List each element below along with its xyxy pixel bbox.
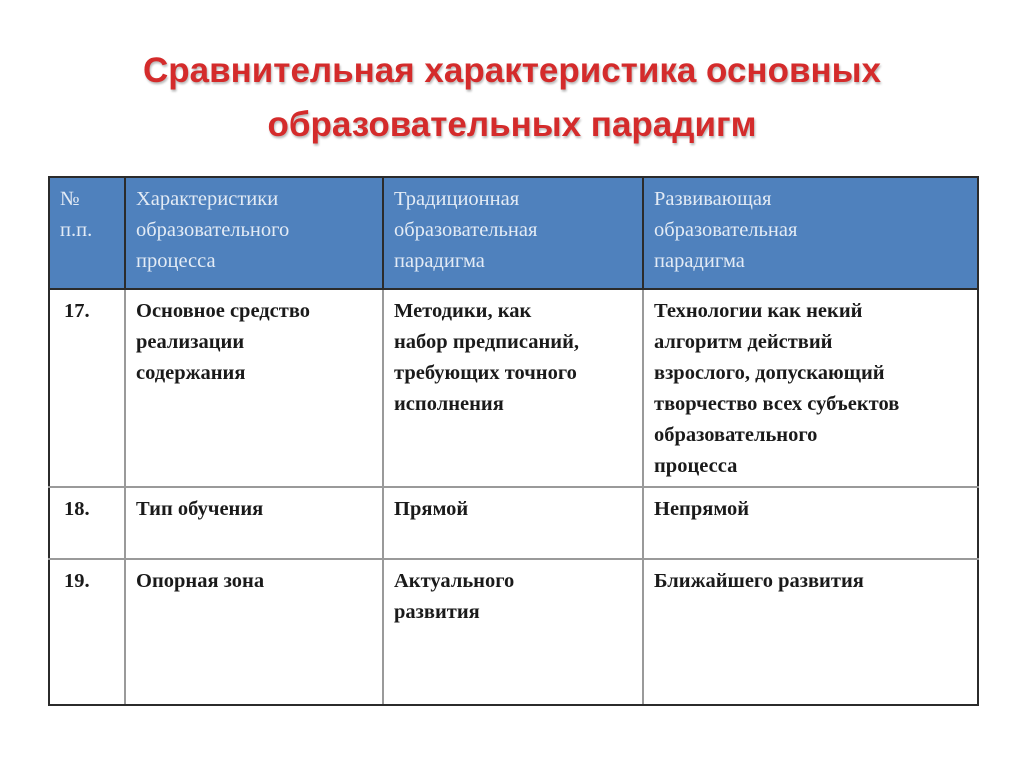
header-traditional-line: Традиционная xyxy=(394,188,520,210)
row-characteristic xyxy=(125,289,383,487)
header-characteristics xyxy=(125,177,383,289)
header-number-line: № xyxy=(60,188,80,210)
slide-title xyxy=(0,44,1024,152)
cell-line: содержания xyxy=(136,362,246,384)
header-developing xyxy=(643,177,978,289)
cell-line: процесса xyxy=(654,455,738,477)
row-developing xyxy=(643,289,978,487)
header-characteristics-line: процесса xyxy=(136,250,216,272)
row-characteristic xyxy=(125,559,383,705)
slide-title-line-1: Сравнительная характеристика основных xyxy=(143,51,881,90)
header-traditional-line: образовательная xyxy=(394,219,538,241)
cell-line: Ближайшего развития xyxy=(654,570,864,592)
row-number: 19. xyxy=(49,559,125,705)
cell-line: набор предписаний, xyxy=(394,331,580,353)
header-developing-line: образовательная xyxy=(654,219,798,241)
header-traditional xyxy=(383,177,643,289)
cell-line: реализации xyxy=(136,331,245,353)
row-number: 17. xyxy=(49,289,125,487)
cell-line: взрослого, допускающий xyxy=(654,362,885,384)
cell-line: Технологии как некий xyxy=(654,300,863,322)
cell-line: Методики, как xyxy=(394,300,532,322)
header-characteristics-line: образовательного xyxy=(136,219,290,241)
row-traditional xyxy=(383,487,643,559)
cell-line: алгоритм действий xyxy=(654,331,833,353)
row-number: 18. xyxy=(49,487,125,559)
cell-line: творчество всех субъектов xyxy=(654,393,900,415)
cell-line: Непрямой xyxy=(654,498,750,520)
header-developing-line: парадигма xyxy=(654,250,745,272)
row-characteristic xyxy=(125,487,383,559)
comparison-table xyxy=(48,176,979,706)
header-traditional-line: парадигма xyxy=(394,250,485,272)
cell-line: Опорная зона xyxy=(136,570,265,592)
row-traditional xyxy=(383,559,643,705)
row-developing xyxy=(643,487,978,559)
table-row xyxy=(49,487,978,559)
cell-line: Актуального xyxy=(394,570,515,592)
cell-line: требующих точного xyxy=(394,362,577,384)
table-row xyxy=(49,289,978,487)
table-row xyxy=(49,559,978,705)
header-developing-line: Развивающая xyxy=(654,188,772,210)
cell-line: Тип обучения xyxy=(136,498,264,520)
row-traditional xyxy=(383,289,643,487)
cell-line: развития xyxy=(394,601,480,623)
cell-line: Основное средство xyxy=(136,300,310,322)
header-number xyxy=(49,177,125,289)
header-characteristics-line: Характеристики xyxy=(136,188,279,210)
header-number-line: п.п. xyxy=(60,219,93,241)
table-header-row xyxy=(49,177,978,289)
cell-line: Прямой xyxy=(394,498,469,520)
slide-title-line-2: образовательных парадигм xyxy=(267,105,757,144)
cell-line: исполнения xyxy=(394,393,504,415)
cell-line: образовательного xyxy=(654,424,818,446)
row-developing xyxy=(643,559,978,705)
